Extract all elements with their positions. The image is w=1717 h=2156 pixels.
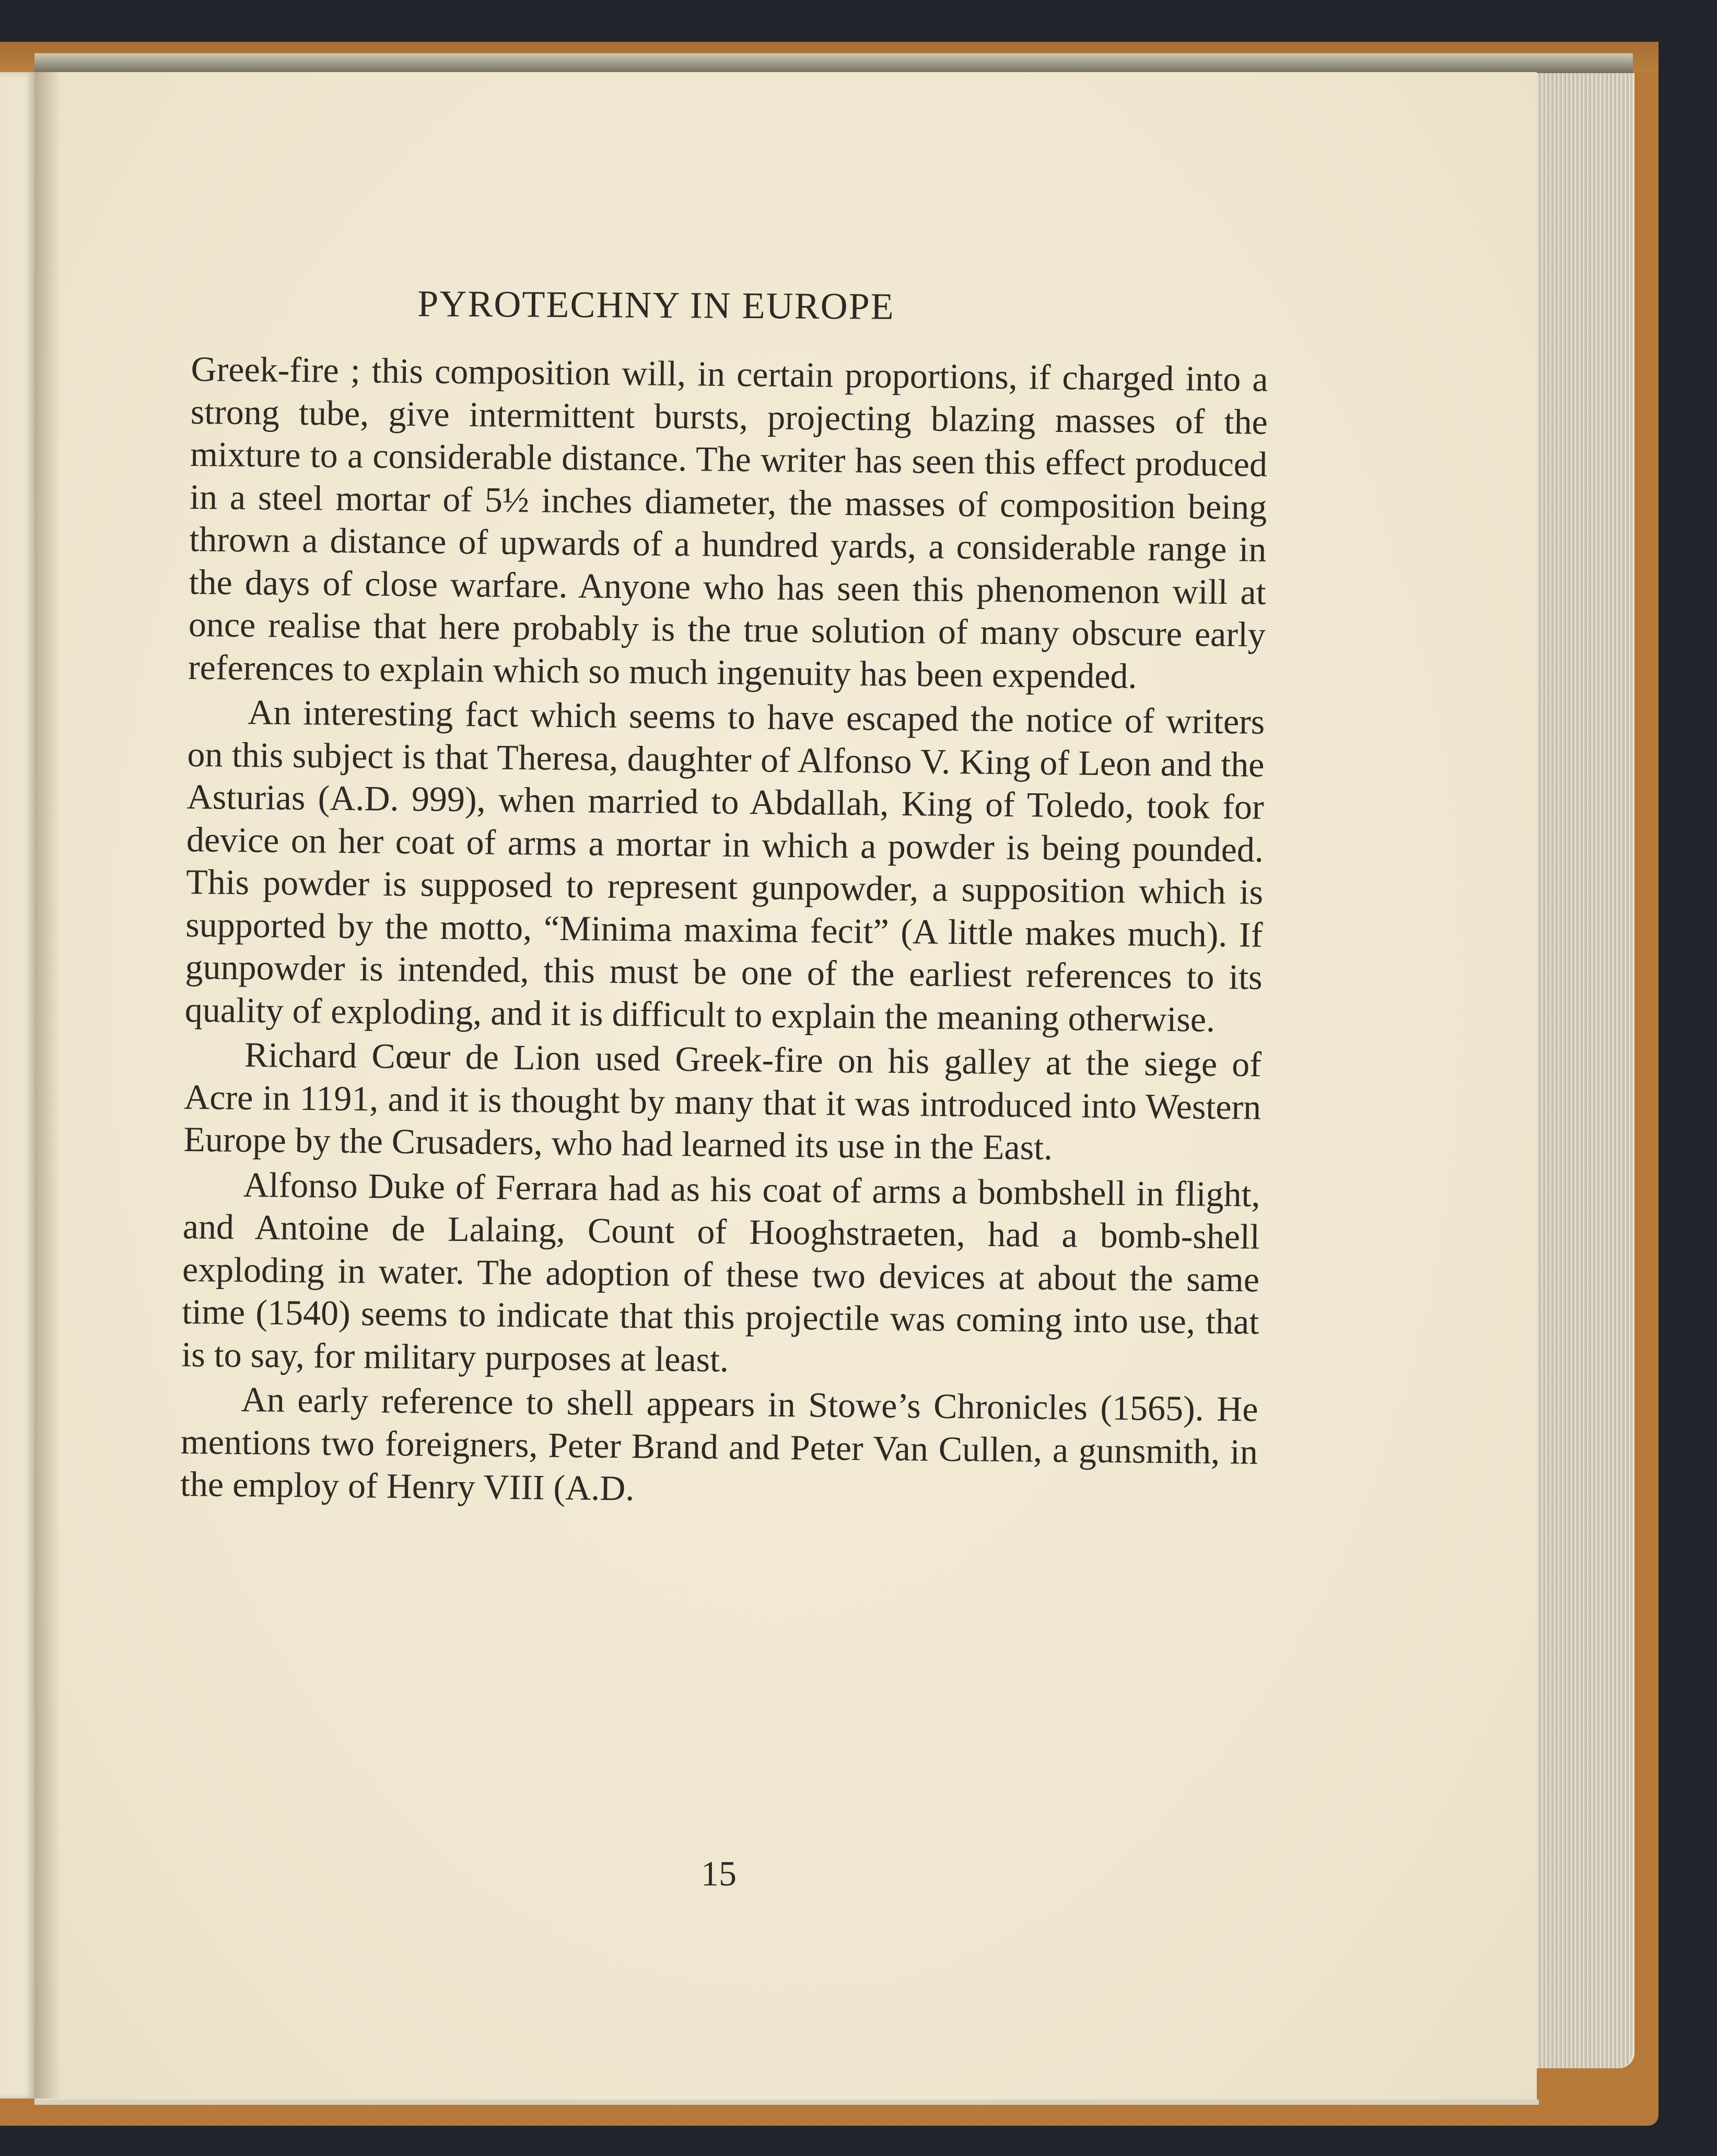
paragraph: Richard Cœur de Lion used Greek-fire on his galley at the siege of Acre in 1191, and it is thought by many that it was introduced into Western Europe by the Crusaders, who had learned its use in the East. — [183, 1035, 1262, 1167]
book-page — [34, 72, 1537, 2104]
gutter-shadow — [34, 72, 61, 2099]
paragraph: Greek-fire ; this composition will, in certain proportions, if charged into a strong tube, give intermittent bursts, projecting blazing masses of the mixture to a considerable distance. The writer has seen this effect produced in a steel mortar of 5½ inches diameter, the masses of composition being thrown a distance of upwards of a hundred yards, a considerable range in the days of close warfare. Anyone who has seen this phenomenon will at once realise that here probably is the true solution of many obscure early references to explain which so much ingenuity has been expended. — [188, 348, 1268, 696]
facing-page-sliver — [0, 72, 34, 2099]
page-block-top-edge — [34, 53, 1633, 74]
running-head: PYROTECHNY IN EUROPE — [417, 283, 895, 327]
page-bottom-edge — [34, 2100, 1539, 2105]
page-block-fore-edge — [1536, 73, 1634, 2068]
body-text — [180, 348, 1268, 1516]
page-number: 15 — [701, 1854, 737, 1893]
paragraph: An early reference to shell appears in Stowe’s Chronicles (1565). He mentions two foreigners, Peter Brand and Peter Van Cullen, a gunsmith, in the employ of Henry VIII (A.D. — [180, 1379, 1258, 1508]
paragraph: An interesting fact which seems to have escaped the notice of writers on this subject is that Theresa, daughter of Alfonso V. King of Leon and the Asturias (A.D. 999), when married to Abdallah, King of Toledo, took for device on her coat of arms a mortar in which a powder is being pounded. This powder is supposed to represent gunpowder, a supposition which is supported by the motto, “Minima maxima fecit” (A little makes much). If gunpowder is intended, this must be one of the earliest references to its quality of exploding, and it is difficult to explain the meaning otherwise. — [184, 692, 1265, 1039]
paragraph: Alfonso Duke of Ferrara had as his coat of arms a bombshell in flight, and Antoine de Lalaing, Count of Hooghstraeten, had a bomb-shell exploding in water. The adoption of these two devices at about the same time (1540) seems to indicate that this projectile was coming into use, that is to say, for military purposes at least. — [181, 1164, 1260, 1379]
